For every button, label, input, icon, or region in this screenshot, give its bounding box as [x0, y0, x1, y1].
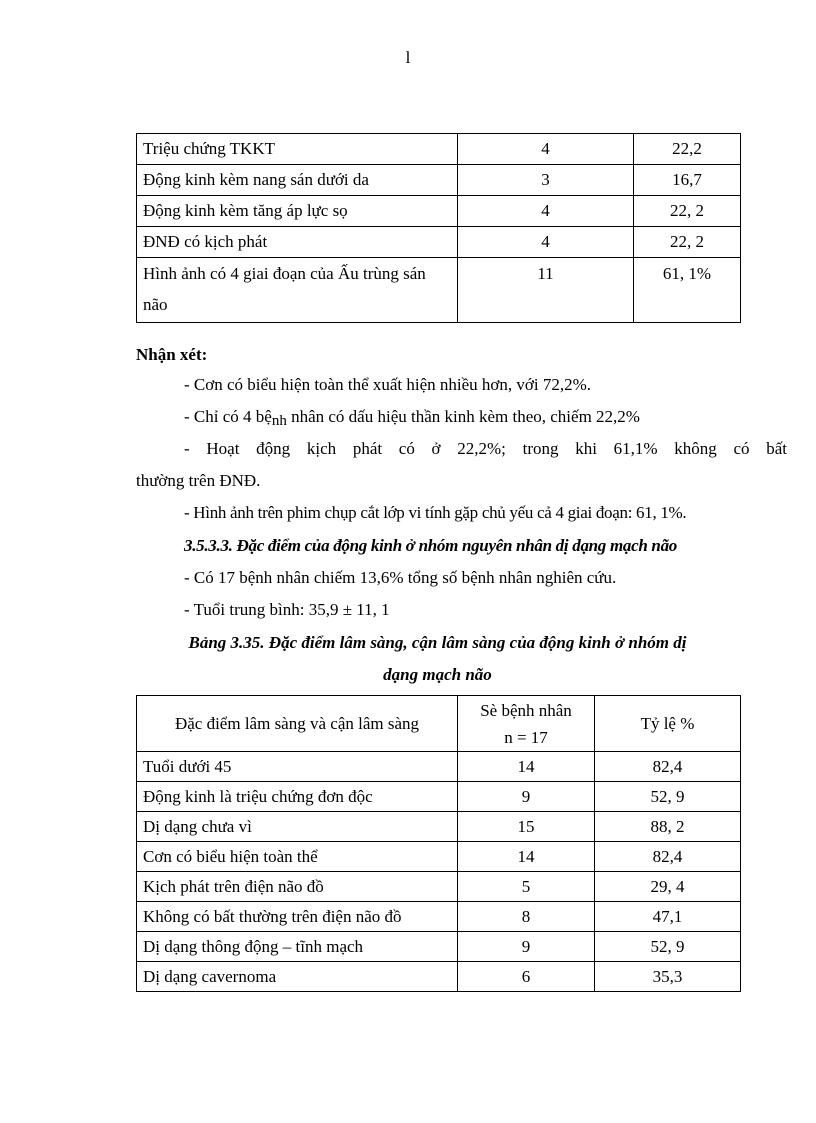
- row-label: Không có bất thường trên điện não đồ: [137, 902, 458, 932]
- row-percent: 16,7: [634, 165, 741, 196]
- row-percent: 35,3: [595, 962, 741, 992]
- header-patient-count-line-1: Sè bệnh nhân: [480, 700, 572, 720]
- section-heading: 3.5.3.3. Đặc điểm của động kinh ở nhóm nguyên nhân dị dạng mạch não: [184, 536, 677, 555]
- remark-line-3a: - Hoạt động kịch phát có ở 22,2%; trong khi 61,1% không có bất: [184, 439, 787, 458]
- row-percent: 22, 2: [634, 227, 741, 258]
- row-percent: 82,4: [595, 842, 741, 872]
- row-label: Triệu chứng TKKT: [137, 134, 458, 165]
- table-row: [137, 258, 741, 323]
- row-label: Tuổi dưới 45: [137, 752, 458, 782]
- row-percent: 82,4: [595, 752, 741, 782]
- row-label: Động kinh kèm nang sán dưới da: [137, 165, 458, 196]
- remark-line-2-subscript: nh: [271, 413, 287, 429]
- table-caption-line-1: Bảng 3.35. Đặc điểm lâm sàng, cận lâm sàng của động kinh ở nhóm dị: [188, 633, 687, 652]
- header-percent: Tỷ lệ %: [595, 696, 741, 752]
- row-count: 4: [458, 196, 634, 227]
- row-percent: 47,1: [595, 902, 741, 932]
- row-percent: 52, 9: [595, 932, 741, 962]
- row-count: 14: [458, 842, 595, 872]
- row-percent: 88, 2: [595, 812, 741, 842]
- remark-line-2-end: nhân có dấu hiệu thần kinh kèm theo, chiếm 22,2%: [286, 407, 640, 426]
- table-row: [137, 165, 741, 196]
- header-patient-count-line-2: n = 17: [504, 727, 548, 747]
- remark-line-2-start: - Chỉ có 4 bệ: [184, 407, 272, 426]
- table-header-row: [137, 696, 741, 752]
- row-label: Động kinh là triệu chứng đơn độc: [137, 782, 458, 812]
- row-count: 11: [458, 258, 634, 323]
- row-percent: 61, 1%: [634, 258, 741, 323]
- row-label: Cơn có biểu hiện toàn thể: [137, 842, 458, 872]
- table-row: [137, 782, 741, 812]
- table-row: [137, 842, 741, 872]
- table-row: [137, 134, 741, 165]
- row-label: Hình ảnh có 4 giai đoạn của Ấu trùng sán não: [137, 258, 458, 323]
- section-line-1: - Có 17 bệnh nhân chiếm 13,6% tổng số bệnh nhân nghiên cứu.: [184, 568, 617, 587]
- row-percent: 22, 2: [634, 196, 741, 227]
- header-features: Đặc điểm lâm sàng và cận lâm sàng: [137, 696, 458, 752]
- row-count: 8: [458, 902, 595, 932]
- table-row: [137, 227, 741, 258]
- clinical-features-table: [136, 695, 741, 992]
- table-caption-line-2: dạng mạch não: [383, 665, 492, 684]
- remarks-heading: Nhận xét:: [136, 345, 208, 364]
- row-count: 9: [458, 782, 595, 812]
- row-percent: 29, 4: [595, 872, 741, 902]
- remark-line-4: - Hình ảnh trên phim chụp cắt lớp vi tính gặp chủ yếu cả 4 giai đoạn: 61, 1%.: [184, 503, 687, 522]
- row-count: 3: [458, 165, 634, 196]
- row-label: Động kinh kèm tăng áp lực sọ: [137, 196, 458, 227]
- row-percent: 22,2: [634, 134, 741, 165]
- remark-line-3b: thường trên ĐNĐ.: [136, 471, 261, 490]
- row-count: 4: [458, 134, 634, 165]
- row-count: 15: [458, 812, 595, 842]
- row-count: 5: [458, 872, 595, 902]
- header-patient-count: [458, 696, 595, 752]
- section-line-2: - Tuổi trung bình: 35,9 ± 11, 1: [184, 600, 390, 619]
- row-label: Dị dạng cavernoma: [137, 962, 458, 992]
- table-row: [137, 752, 741, 782]
- table-row: [137, 196, 741, 227]
- page-number: l: [405, 48, 411, 67]
- table-row: [137, 812, 741, 842]
- remark-line-2: [136, 401, 787, 434]
- row-count: 14: [458, 752, 595, 782]
- table-row: [137, 902, 741, 932]
- row-count: 9: [458, 932, 595, 962]
- row-count: 4: [458, 227, 634, 258]
- table-row: [137, 962, 741, 992]
- row-label: Dị dạng chưa vì: [137, 812, 458, 842]
- row-label: Dị dạng thông động – tĩnh mạch: [137, 932, 458, 962]
- results-table-continued: [136, 133, 741, 323]
- table-row: [137, 932, 741, 962]
- row-label: ĐNĐ có kịch phát: [137, 227, 458, 258]
- row-percent: 52, 9: [595, 782, 741, 812]
- row-label: Kịch phát trên điện não đồ: [137, 872, 458, 902]
- remark-line-1: - Cơn có biểu hiện toàn thể xuất hiện nhiều hơn, với 72,2%.: [184, 375, 592, 394]
- row-count: 6: [458, 962, 595, 992]
- table-row: [137, 872, 741, 902]
